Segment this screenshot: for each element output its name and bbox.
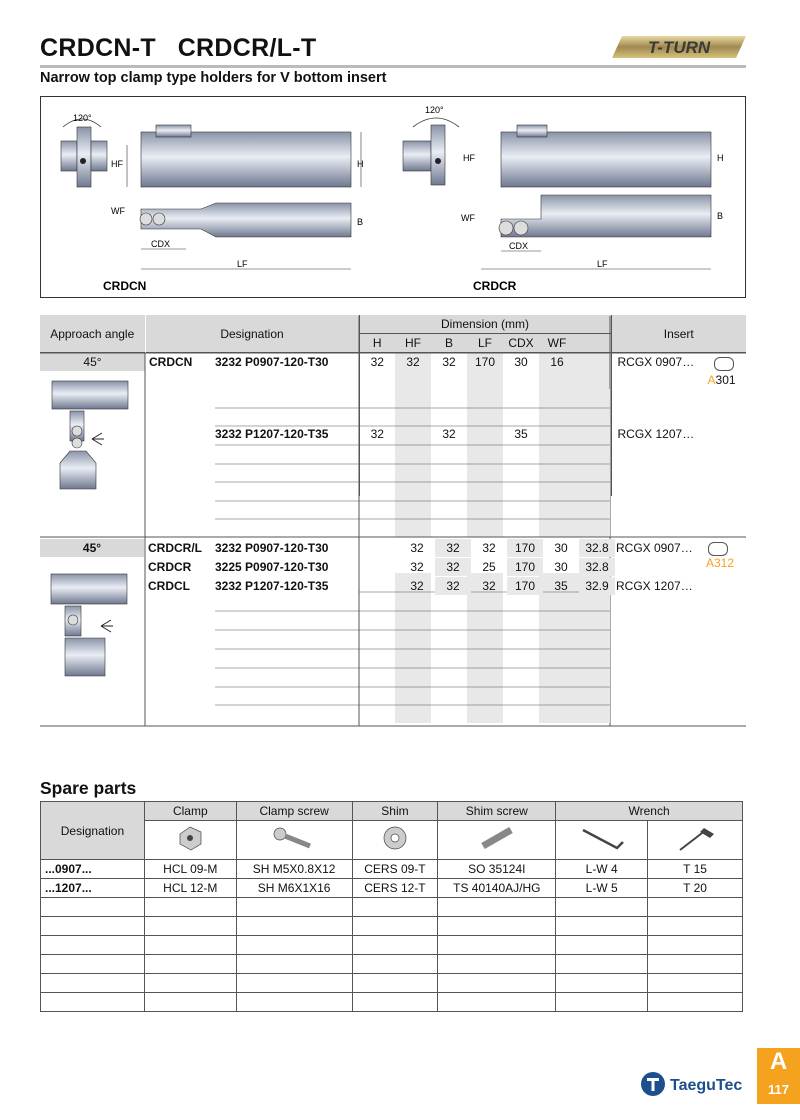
svg-text:LF: LF <box>597 259 608 269</box>
holder-code: 3232 P1207-120-T35 <box>215 579 329 593</box>
insert-ref-link[interactable]: A301 <box>708 357 736 389</box>
section-letter: A <box>769 1048 788 1075</box>
insert-ref-link[interactable]: A312 <box>706 542 734 570</box>
holder-code: 3225 P0907-120-T30 <box>215 560 329 574</box>
holder-type: CRDCR <box>148 560 192 574</box>
dim-cell: 170 <box>467 353 503 372</box>
dim-cell: 32 <box>442 355 456 369</box>
svg-text:TaeguTec: TaeguTec <box>670 1077 743 1094</box>
shim-screw-header: Shim screw <box>438 802 556 821</box>
holder-type: CRDCR/L <box>148 541 202 555</box>
svg-text:B: B <box>357 217 364 227</box>
svg-text:CRDCR: CRDCR <box>473 279 517 293</box>
dim-cell: 32 <box>370 355 384 369</box>
title-rule <box>40 65 746 68</box>
page-number: 117 <box>768 1082 789 1097</box>
wrench-header: Wrench <box>556 802 743 821</box>
insert-header: Insert <box>611 315 746 353</box>
svg-text:HF: HF <box>111 159 123 169</box>
magnifier-icon <box>708 542 728 556</box>
holder-code: 3232 P0907-120-T30 <box>215 541 329 555</box>
page-subtitle: Narrow top clamp type holders for V bottom insert <box>40 70 387 86</box>
hex-wrench-icon <box>556 821 648 860</box>
t-turn-logo <box>612 32 746 62</box>
table-row: ...0907... HCL 09-M SH M5X0.8X12 CERS 09-T SO 35124I L-W 4 T 15 <box>41 860 743 879</box>
approach-angle-value: 45° <box>40 539 144 557</box>
insert-cell: RCGX 0907… <box>611 353 746 372</box>
dim-col-hf: HF <box>405 336 421 350</box>
crdcn-drawing <box>61 113 364 293</box>
table-grid <box>40 316 746 728</box>
holder-code: 3232 P0907-120-T30 <box>215 355 329 369</box>
svg-text:120°: 120° <box>73 113 92 123</box>
shim-screw-icon <box>438 821 556 860</box>
torx-wrench-icon <box>648 821 743 860</box>
svg-text:120°: 120° <box>425 105 444 115</box>
svg-text:H: H <box>717 153 724 163</box>
svg-text:LF: LF <box>237 259 248 269</box>
svg-text:H: H <box>357 159 364 169</box>
svg-text:WF: WF <box>461 213 475 223</box>
svg-text:CRDCN: CRDCN <box>103 279 147 293</box>
approach-angle-header: Approach angle <box>40 315 145 353</box>
dim-col-h: H <box>372 336 382 350</box>
insert-cell: RCGX 1207… <box>616 579 693 593</box>
dim-cell: 35 <box>514 426 528 441</box>
table-row: ...1207... HCL 12-M SH M6X1X16 CERS 12-T TS 40140AJ/HG L-W 5 T 20 <box>41 879 743 898</box>
clamp-screw-header: Clamp screw <box>236 802 352 821</box>
section-tab <box>757 1048 800 1104</box>
holder-type: CRDCL <box>148 579 190 593</box>
page-title: CRDCN-T CRDCR/L-T <box>40 34 317 62</box>
dim-cell: 16 <box>539 353 575 372</box>
dim-col-b: B <box>444 336 453 350</box>
dim-col-wf: WF <box>547 336 567 350</box>
dim-cell: 32 <box>442 426 456 441</box>
dim-col-cdx: CDX <box>508 336 534 350</box>
designation-header: Designation <box>145 315 359 353</box>
dim-cell: 30 <box>514 355 528 369</box>
svg-text:CDX: CDX <box>509 241 529 251</box>
insert-cell: RCGX 1207… <box>617 426 695 441</box>
dimension-header: Dimension (mm) <box>359 315 611 334</box>
crdcr-drawing <box>403 105 724 293</box>
clamp-screw-icon <box>236 821 352 860</box>
insert-cell: RCGX 0907… <box>616 541 693 555</box>
svg-text:CDX: CDX <box>151 239 171 249</box>
svg-text:T-TURN: T-TURN <box>647 38 711 57</box>
holder-code: 3232 P1207-120-T35 <box>215 426 329 441</box>
designation-header: Designation <box>41 802 145 860</box>
svg-text:HF: HF <box>463 153 475 163</box>
clamp-icon <box>144 821 236 860</box>
crdcr-approach-icon <box>45 570 135 680</box>
dim-col-lf: LF <box>477 336 492 350</box>
shim-icon <box>352 821 438 860</box>
spare-parts-table <box>40 801 743 1012</box>
clamp-header: Clamp <box>144 802 236 821</box>
figure-box <box>40 96 746 298</box>
holder-type: CRDCN <box>149 355 193 369</box>
tool-drawings <box>41 97 745 297</box>
approach-angle-value: 45° <box>40 353 145 372</box>
section2-dims: 32 32 32 170 30 32.8 32 32 25 170 30 32.8 32 32 32 170 35 32.9 <box>399 539 615 595</box>
dim-cell: 32 <box>395 353 431 372</box>
svg-text:B: B <box>717 211 724 221</box>
dim-cell: 32 <box>370 426 384 441</box>
svg-text:WF: WF <box>111 206 125 216</box>
taegutec-logo <box>640 1070 756 1098</box>
spare-parts-title: Spare parts <box>40 778 137 798</box>
shim-header: Shim <box>352 802 438 821</box>
